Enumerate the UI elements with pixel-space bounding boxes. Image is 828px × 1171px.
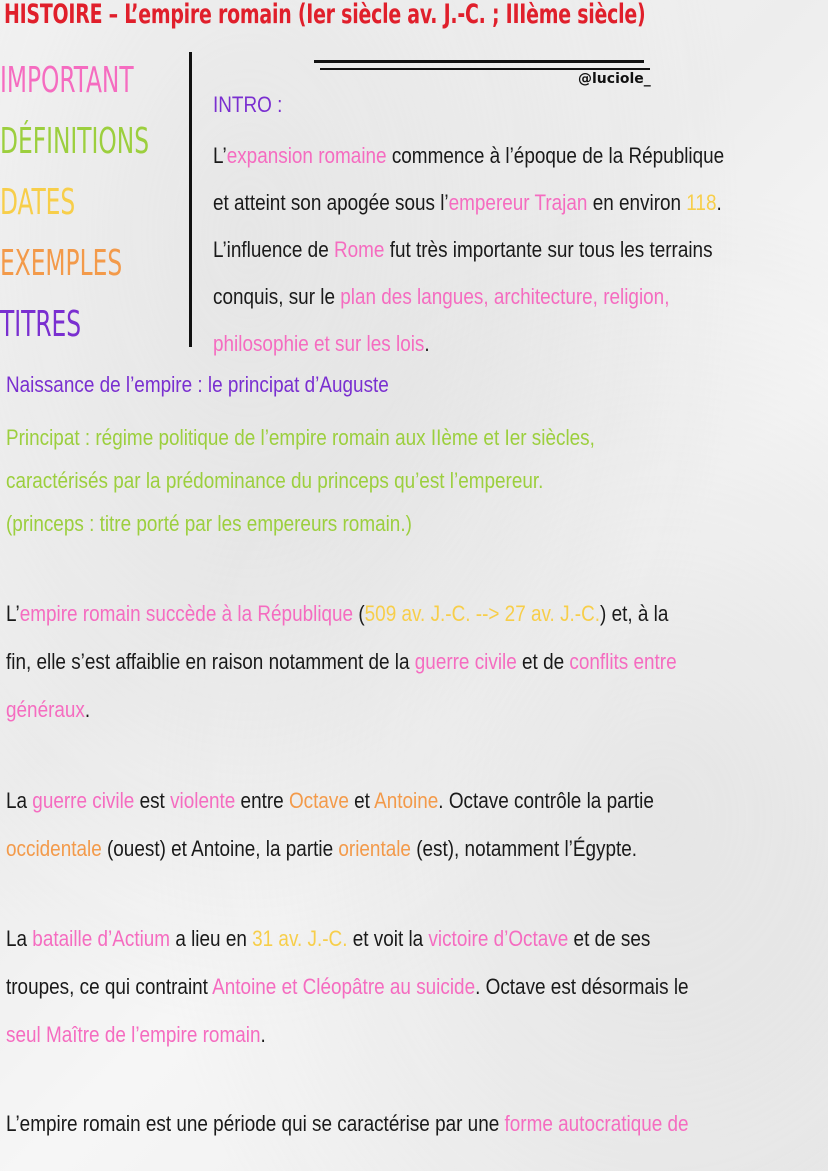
text-run: L’influence de [213, 237, 334, 262]
text-run: et [348, 788, 375, 813]
text-run: commence à l’époque de la République [386, 143, 725, 168]
paragraph [6, 915, 828, 1059]
text-run: La [6, 788, 33, 813]
paragraph [6, 590, 828, 734]
definitions-block [6, 416, 691, 545]
highlighted-text: seul Maître de l’empire romain [6, 1022, 261, 1047]
legend-examples: EXEMPLES [0, 243, 123, 284]
text-line [213, 320, 724, 367]
text-line [6, 638, 677, 686]
paragraph [6, 1100, 828, 1148]
text-run: et voit la [347, 926, 429, 951]
definition-line: caractérisés par la prédominance du princeps qu’est l’empereur. [6, 468, 544, 493]
text-run: . Octave est désormais le [475, 974, 689, 999]
text-line [6, 777, 654, 825]
text-run: est [134, 788, 171, 813]
text-run: . [84, 697, 91, 722]
text-line [6, 1011, 689, 1059]
text-run: entre [235, 788, 289, 813]
text-run: en environ [587, 190, 687, 215]
paragraph [6, 777, 828, 873]
text-run: La [6, 926, 33, 951]
highlighted-text: philosophie et sur les lois [213, 331, 425, 356]
header-rule [314, 60, 644, 63]
intro-text [213, 132, 724, 367]
text-run: et de [516, 649, 570, 674]
text-line [6, 825, 654, 873]
highlighted-text: expansion romaine [226, 143, 387, 168]
highlighted-text: forme autocratique de [504, 1111, 689, 1136]
color-legend [0, 50, 207, 355]
highlighted-text: violente [170, 788, 236, 813]
highlighted-text: Rome [333, 237, 385, 262]
text-line [6, 1100, 689, 1148]
highlighted-text: Octave [288, 788, 349, 813]
highlighted-text: occidentale [6, 836, 102, 861]
highlighted-text: bataille d’Actium [32, 926, 171, 951]
intro-paragraph [213, 132, 828, 367]
text-line [6, 915, 689, 963]
text-run: et de ses [568, 926, 651, 951]
header-rule-2 [320, 68, 650, 70]
text-run: et atteint son apogée sous l’ [213, 190, 449, 215]
text-line [213, 179, 724, 226]
highlighted-text: Antoine [374, 788, 439, 813]
highlighted-text: guerre civile [414, 649, 517, 674]
text-run: a lieu en [170, 926, 253, 951]
text-run: conquis, sur le [213, 284, 341, 309]
highlighted-text: empereur Trajan [448, 190, 588, 215]
page-title: HISTOIRE – L’empire romain (Ier siècle av. J.-C. ; IIIème siècle) [4, 0, 646, 30]
definition-line: (princeps : titre porté par les empereurs romain.) [6, 511, 412, 536]
highlighted-text: généraux [6, 697, 85, 722]
highlighted-text: guerre civile [32, 788, 135, 813]
text-run: L’ [6, 601, 20, 626]
text-line [6, 963, 689, 1011]
highlighted-text: 118 [686, 190, 717, 215]
highlighted-text: orientale [338, 836, 411, 861]
section-title: Naissance de l’empire : le principat d’Auguste [6, 372, 389, 397]
text-run: . Octave contrôle la partie [438, 788, 654, 813]
legend-definitions: DÉFINITIONS [0, 121, 150, 162]
text-line [213, 132, 724, 179]
highlighted-text: empire romain succède à la République [19, 601, 354, 626]
text-run: ) et, à la [600, 601, 669, 626]
text-run: (ouest) et Antoine, la partie [101, 836, 339, 861]
legend-titles: TITRES [0, 304, 82, 345]
highlighted-text: victoire d’Octave [428, 926, 569, 951]
highlighted-text: conflits entre [569, 649, 677, 674]
definition-line: Principat : régime politique de l’empire romain aux IIème et Ier siècles, [6, 425, 595, 450]
author-handle: @luciole_ [578, 71, 651, 87]
highlighted-text: 509 av. J.-C. --> 27 av. J.-C. [364, 601, 601, 626]
text-run: troupes, ce qui contraint [6, 974, 213, 999]
text-line [213, 226, 724, 273]
legend-divider [189, 52, 192, 347]
highlighted-text: plan des langues, architecture, religion, [340, 284, 670, 309]
highlighted-text: Antoine et Cléopâtre au suicide [212, 974, 476, 999]
text-line [213, 273, 724, 320]
text-line [6, 590, 677, 638]
legend-important: IMPORTANT [0, 60, 134, 101]
text-run: L’empire romain est une période qui se caractérise par une [6, 1111, 505, 1136]
text-run: (est), notamment l’Égypte. [410, 836, 638, 861]
text-line [6, 686, 677, 734]
text-run: fut très importante sur tous les terrains [384, 237, 713, 262]
text-run: fin, elle s’est affaiblie en raison notamment de la [6, 649, 415, 674]
legend-dates: DATES [0, 182, 76, 223]
text-run: L’ [213, 143, 227, 168]
text-run: . [716, 190, 722, 215]
highlighted-text: 31 av. J.-C. [252, 926, 348, 951]
text-run: . [424, 331, 430, 356]
text-run: ( [353, 601, 365, 626]
text-run: . [260, 1022, 266, 1047]
intro-heading: INTRO : [213, 92, 283, 117]
